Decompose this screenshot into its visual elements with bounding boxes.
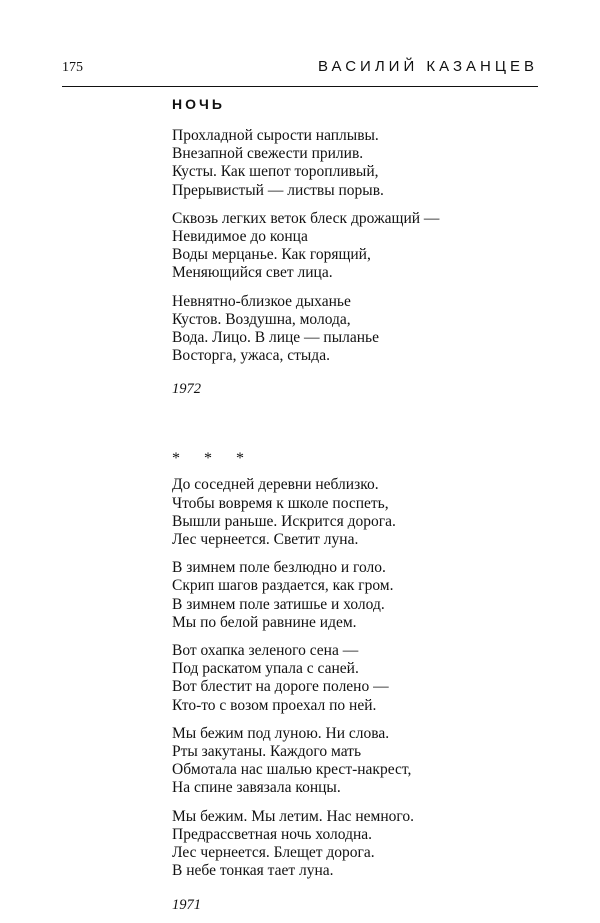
- verse-line: Кто-то с возом проехал по ней.: [172, 696, 377, 714]
- stanza: [172, 476, 572, 549]
- verse-line: Внезапной свежести прилив.: [172, 145, 364, 163]
- stanza: [172, 559, 572, 632]
- poem-title-asterisks: * * *: [172, 450, 254, 468]
- verse-line: Прерывистый — листвы порыв.: [172, 181, 384, 199]
- verse-line: Рты закутаны. Каждого мать: [172, 743, 362, 761]
- verse-line: В небе тонкая тает луна.: [172, 862, 334, 880]
- verse-line: Вода. Лицо. В лице — пыланье: [172, 329, 379, 347]
- verse-line: Воды мерцанье. Как горящий,: [172, 246, 371, 264]
- poem-night: [172, 96, 572, 398]
- stanza: [172, 808, 572, 881]
- verse-line: Восторга, ужаса, стыда.: [172, 347, 330, 365]
- stanza: [172, 210, 572, 283]
- stanza: [172, 293, 572, 366]
- verse-line: Кусты. Как шепот торопливый,: [172, 163, 379, 181]
- verse-line: Вышли раньше. Искрится дорога.: [172, 512, 396, 530]
- verse-line: Невидимое до конца: [172, 228, 308, 246]
- verse-line: Лес чернеется. Блещет дорога.: [172, 844, 375, 862]
- running-title: ВАСИЛИЙ КАЗАНЦЕВ: [318, 58, 538, 75]
- poems: [172, 96, 572, 914]
- verse-line: Мы по белой равнине идем.: [172, 613, 357, 631]
- verse-line: Мы бежим под луною. Ни слова.: [172, 724, 390, 742]
- verse-line: Мы бежим. Мы летим. Нас немного.: [172, 807, 414, 825]
- verse-line: Чтобы вовремя к школе поспеть,: [172, 494, 389, 512]
- poem-year: 1971: [172, 896, 201, 913]
- verse-line: Скрип шагов раздается, как гром.: [172, 577, 394, 595]
- header-rule: [62, 86, 538, 87]
- verse-line: Меняющийся свет лица.: [172, 264, 333, 282]
- verse-line: В зимнем поле затишье и холод.: [172, 595, 385, 613]
- verse-line: Предрассветная ночь холодна.: [172, 825, 373, 843]
- stanza: [172, 127, 572, 200]
- verse-line: На спине завязала концы.: [172, 779, 341, 797]
- page-number: 175: [62, 60, 83, 75]
- verse-line: Обмотала нас шалью крест-накрест,: [172, 761, 412, 779]
- poem-untitled: [172, 450, 572, 913]
- stanza: [172, 642, 572, 715]
- verse-line: Прохладной сырости наплывы.: [172, 127, 379, 144]
- verse-line: До соседней деревни неблизко.: [172, 476, 379, 494]
- verse-line: Сквозь легких веток блеск дрожащий —: [172, 209, 440, 227]
- poem-title: НОЧЬ: [172, 96, 225, 112]
- verse-line: Лес чернеется. Светит луна.: [172, 531, 359, 549]
- verse-line: Кустов. Воздушна, молода,: [172, 310, 351, 328]
- poem-year: 1972: [172, 381, 201, 398]
- verse-line: Вот охапка зеленого сена —: [172, 642, 359, 660]
- stanza: [172, 725, 572, 798]
- verse-line: Под раскатом упала с саней.: [172, 660, 359, 678]
- verse-line: Вот блестит на дороге полено —: [172, 678, 389, 696]
- verse-line: Невнятно-близкое дыханье: [172, 292, 351, 310]
- verse-line: В зимнем поле безлюдно и голо.: [172, 559, 386, 577]
